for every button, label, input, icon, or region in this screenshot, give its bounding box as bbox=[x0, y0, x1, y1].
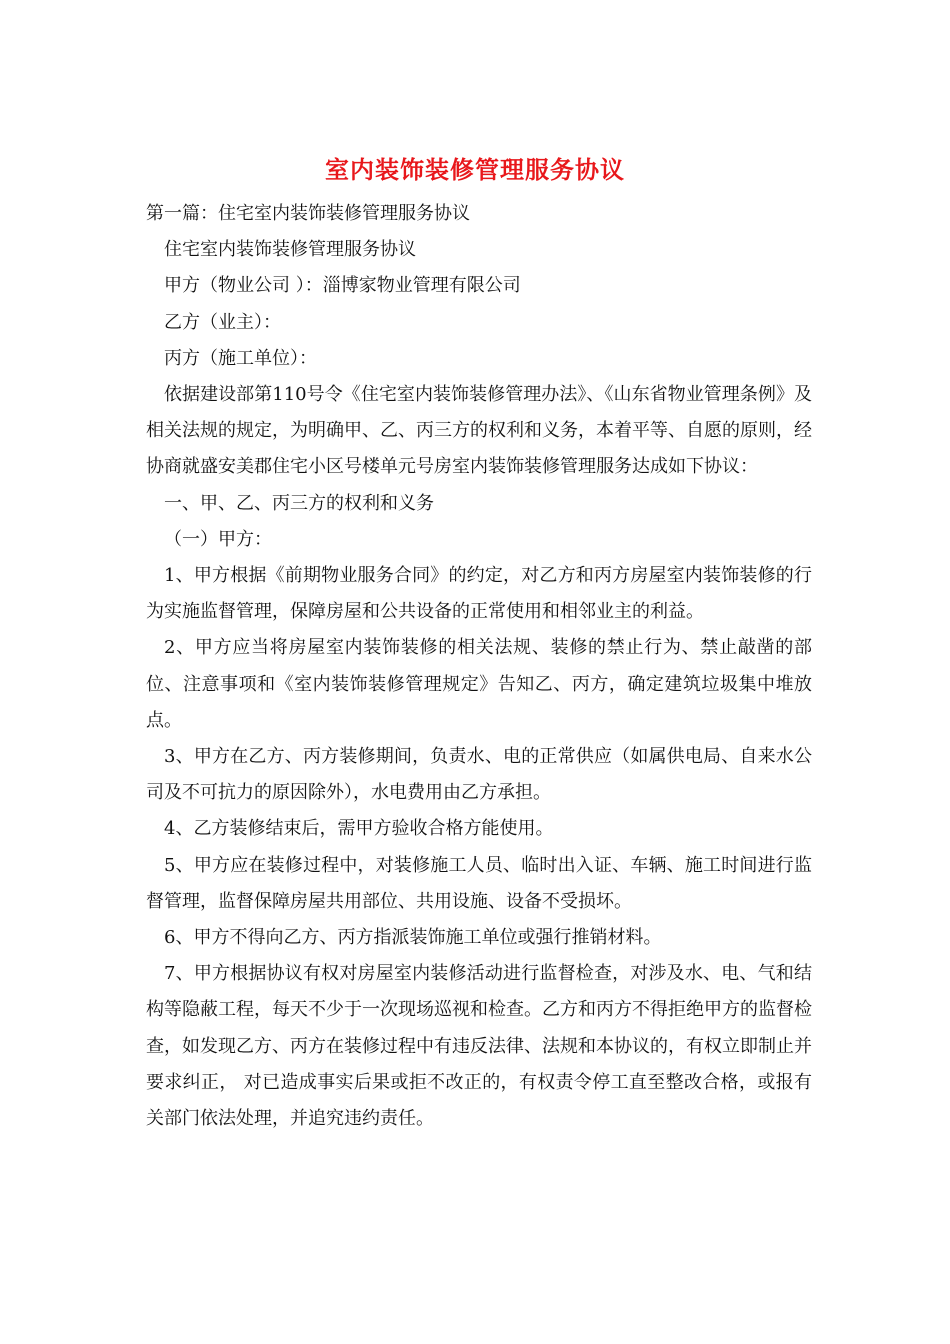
paragraph-subtitle: 住宅室内装饰装修管理服务协议 bbox=[164, 239, 416, 261]
paragraph-section-heading: 第一篇：住宅室内装饰装修管理服务协议 bbox=[146, 203, 470, 224]
paragraph-party-a-heading: （一）甲方： bbox=[164, 528, 272, 550]
paragraph-party-a: 甲方（物业公司 ）：淄博家物业管理有限公司 bbox=[164, 275, 521, 297]
paragraph-preamble: 依据建设部第110号令《住宅室内装饰装修管理办法》、《山东省物业管理条例》及相关法规的规定，为明确甲、乙、丙三方的权利和义务，本着平等、自愿的原则，经协商就盛安美郡住宅小区号楼单元号房室内装饰装修管理服务达成如下协议： bbox=[146, 384, 812, 478]
paragraph-party-c: 丙方（施工单位）： bbox=[164, 347, 317, 369]
document-title: 室内装饰装修管理服务协议 bbox=[325, 155, 625, 184]
paragraph-clause-4: 4、乙方装修结束后，需甲方验收合格方能使用。 bbox=[164, 818, 554, 840]
paragraph-clause-6: 6、甲方不得向乙方、丙方指派装饰施工单位或强行推销材料。 bbox=[164, 927, 662, 949]
document-body bbox=[146, 196, 812, 1137]
paragraph-clause-3: 3、甲方在乙方、丙方装修期间，负责水、电的正常供应（如属供电局、自来水公司及不可抗力的原因除外），水电费用由乙方承担。 bbox=[146, 746, 812, 804]
paragraph-clause-7: 7、甲方根据协议有权对房屋室内装修活动进行监督检查，对涉及水、电、气和结构等隐蔽工程，每天不少于一次现场巡视和检查。乙方和丙方不得拒绝甲方的监督检查，如发现乙方、丙方在装修过程中有违反法律、法规和本协议的，有权立即制止并要求纠正， 对已造成事实后果或拒不改正的，有权责令停工直至整改合格，或报有关部门依法处理，并追究违约责任。 bbox=[146, 963, 812, 1130]
paragraph-chapter-one: 一、甲、乙、丙三方的权利和义务 bbox=[164, 492, 434, 514]
paragraph-clause-1: 1、甲方根据《前期物业服务合同》的约定，对乙方和丙方房屋室内装饰装修的行为实施监督管理，保障房屋和公共设备的正常使用和相邻业主的利益。 bbox=[146, 565, 812, 623]
paragraph-clause-2: 2、甲方应当将房屋室内装饰装修的相关法规、装修的禁止行为、禁止敲凿的部位、注意事项和《室内装饰装修管理规定》告知乙、丙方，确定建筑垃圾集中堆放点。 bbox=[146, 637, 812, 731]
paragraph-party-b: 乙方（业主）： bbox=[164, 311, 281, 333]
paragraph-clause-5: 5、甲方应在装修过程中，对装修施工人员、临时出入证、车辆、施工时间进行监督管理，监督保障房屋共用部位、共用设施、设备不受损坏。 bbox=[146, 854, 812, 912]
